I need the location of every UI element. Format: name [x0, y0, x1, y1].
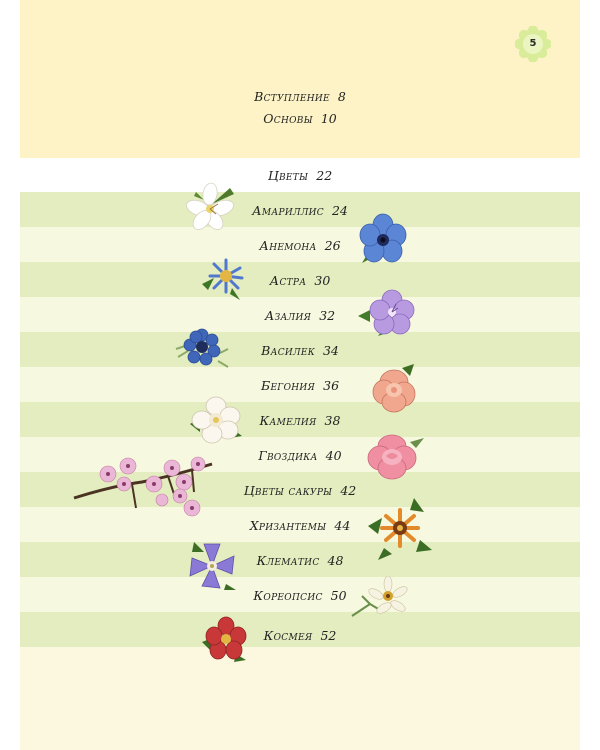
toc-entry-page: 30: [314, 273, 331, 288]
toc-entry-title: Цветы сакуры: [243, 483, 333, 498]
toc-entry-page: 26: [324, 238, 341, 253]
toc-entry-title: Камелия: [259, 413, 317, 428]
toc-entry-page: 24: [331, 203, 348, 218]
aster-icon: [196, 254, 248, 304]
begonia-icon: [370, 362, 418, 416]
toc-entry-title: Азалия: [264, 308, 312, 323]
cherry-blossom-icon: [72, 452, 216, 522]
cornflower-icon: [174, 327, 230, 371]
toc-entry-page: 40: [325, 448, 342, 463]
clematis-icon: [186, 540, 238, 592]
toc-entry-page: 52: [320, 628, 337, 643]
coreopsis-icon: [350, 576, 412, 622]
camellia-icon: [190, 396, 242, 444]
toc-entry-page: 10: [320, 111, 337, 126]
toc-entry-intro[interactable]: [190, 89, 410, 104]
toc-entry-title: Василек: [261, 343, 315, 358]
toc-entry-flowers[interactable]: [190, 168, 410, 183]
toc-entry-page: 22: [316, 168, 333, 183]
toc-entry-page: 42: [340, 483, 357, 498]
amaryllis-icon: [182, 182, 238, 234]
azalea-icon: [356, 288, 416, 336]
toc-entry-title: Цветы: [267, 168, 309, 183]
toc-entry-title: Бегония: [260, 378, 316, 393]
top-panel: [20, 0, 580, 158]
cosmos-icon: [200, 616, 250, 664]
page-number: 5: [529, 38, 537, 49]
toc-entry-title: Амариллис: [252, 203, 324, 218]
toc-entry-page: 34: [322, 343, 339, 358]
carnation-icon: [364, 432, 424, 482]
toc-entry-page: 32: [319, 308, 336, 323]
toc-entry-title: Вступление: [254, 89, 330, 104]
toc-entry-page: 48: [327, 553, 344, 568]
toc-entry-title: Космея: [263, 628, 313, 643]
toc-entry-basics[interactable]: [190, 111, 410, 126]
toc-entry-title: Клематис: [256, 553, 320, 568]
toc-entry-title: Астра: [269, 273, 307, 288]
toc-entry-page: 8: [337, 89, 346, 104]
toc-entry-title: Гвоздика: [258, 448, 318, 463]
toc-entry-page: 36: [323, 378, 340, 393]
toc-entry-title: Основы: [263, 111, 313, 126]
anemone-icon: [358, 213, 408, 267]
toc-entry-page: 50: [330, 588, 347, 603]
toc-entry-page: 44: [334, 518, 351, 533]
toc-entry-title: Анемона: [259, 238, 317, 253]
page-number-badge: [515, 26, 551, 62]
toc-entry-title: Хризантемы: [249, 518, 327, 533]
chrysanthemum-icon: [364, 496, 434, 562]
toc-entry-page: 38: [324, 413, 341, 428]
toc-entry-title: Кореопсис: [253, 588, 323, 603]
